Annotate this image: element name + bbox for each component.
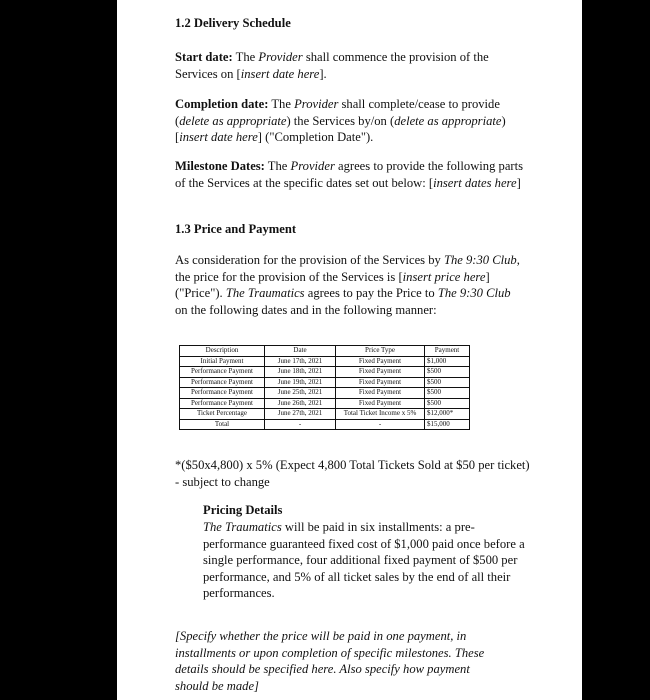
cell-date: June 25th, 2021 xyxy=(265,388,336,399)
cell-date: June 26th, 2021 xyxy=(265,398,336,409)
price-paragraph: As consideration for the provision of the Services by The 9:30 Club, the price for the provision of the Services is [insert price here] ("Price"). The Traumatics agrees to pay the Price to The 9:30 Club on the following dates and in the following manner: xyxy=(175,253,520,317)
cell-description: Performance Payment xyxy=(180,398,265,409)
cell-payment: $500 xyxy=(425,367,470,378)
cell-date: June 27th, 2021 xyxy=(265,409,336,420)
column-header-date: Date xyxy=(265,346,336,357)
start-date-paragraph: Start date: The Provider shall commence the provision of the Services on [insert date here]. xyxy=(175,50,489,81)
ticket-footnote: *($50x4,800) x 5% (Expect 4,800 Total Tickets Sold at $50 per ticket) - subject to change xyxy=(175,458,530,489)
pricing-details-paragraph: The Traumatics will be paid in six installments: a pre-performance guaranteed fixed cost of $1,000 paid once before a single performance, four additional fixed payment of $500 per performance, and 5% of all ticket sales by the end of all their performances. xyxy=(203,520,525,600)
cell-date: June 19th, 2021 xyxy=(265,377,336,388)
cell-description: Performance Payment xyxy=(180,377,265,388)
column-header-price-type: Price Type xyxy=(336,346,425,357)
table-header-row xyxy=(180,346,470,357)
cell-description: Performance Payment xyxy=(180,367,265,378)
table-total-row xyxy=(180,419,470,430)
cell-payment: $500 xyxy=(425,398,470,409)
cell-price-type: Fixed Payment xyxy=(336,356,425,367)
cell-price-type: - xyxy=(336,419,425,430)
cell-date: June 18th, 2021 xyxy=(265,367,336,378)
table-row xyxy=(180,356,470,367)
cell-payment: $15,000 xyxy=(425,419,470,430)
table-row xyxy=(180,409,470,420)
cell-price-type: Fixed Payment xyxy=(336,388,425,399)
column-header-description: Description xyxy=(180,346,265,357)
cell-description: Total xyxy=(180,419,265,430)
cell-date: June 17th, 2021 xyxy=(265,356,336,367)
heading-delivery-schedule: 1.2 Delivery Schedule xyxy=(175,16,291,30)
table-row xyxy=(180,398,470,409)
cell-description: Initial Payment xyxy=(180,356,265,367)
cell-price-type: Fixed Payment xyxy=(336,367,425,378)
cell-payment: $1,000 xyxy=(425,356,470,367)
cell-description: Performance Payment xyxy=(180,388,265,399)
cell-price-type: Fixed Payment xyxy=(336,398,425,409)
milestone-dates-paragraph: Milestone Dates: The Provider agrees to provide the following parts of the Services at the specific dates set out below: [insert dates here] xyxy=(175,159,524,190)
cell-price-type: Total Ticket Income x 5% xyxy=(336,409,425,420)
payment-schedule-table xyxy=(179,345,470,430)
cell-date: - xyxy=(265,419,336,430)
table-row xyxy=(180,367,470,378)
heading-price-and-payment: 1.3 Price and Payment xyxy=(175,222,297,236)
cell-payment: $12,000* xyxy=(425,409,470,420)
cell-price-type: Fixed Payment xyxy=(336,377,425,388)
specify-note: [Specify whether the price will be paid in one payment, in installments or upon completion of specific milestones. These details should be specified here. Also specify how payment should be made] xyxy=(175,629,485,693)
table-row xyxy=(180,388,470,399)
completion-date-paragraph: Completion date: The Provider shall complete/cease to provide (delete as appropriate) the Services by/on (delete as appropriate) [insert date here] ("Completion Date"). xyxy=(175,97,506,144)
column-header-payment: Payment xyxy=(425,346,470,357)
document-page xyxy=(117,0,582,700)
cell-payment: $500 xyxy=(425,377,470,388)
cell-description: Ticket Percentage xyxy=(180,409,265,420)
heading-pricing-details: Pricing Details xyxy=(203,503,283,517)
table-row xyxy=(180,377,470,388)
cell-payment: $500 xyxy=(425,388,470,399)
